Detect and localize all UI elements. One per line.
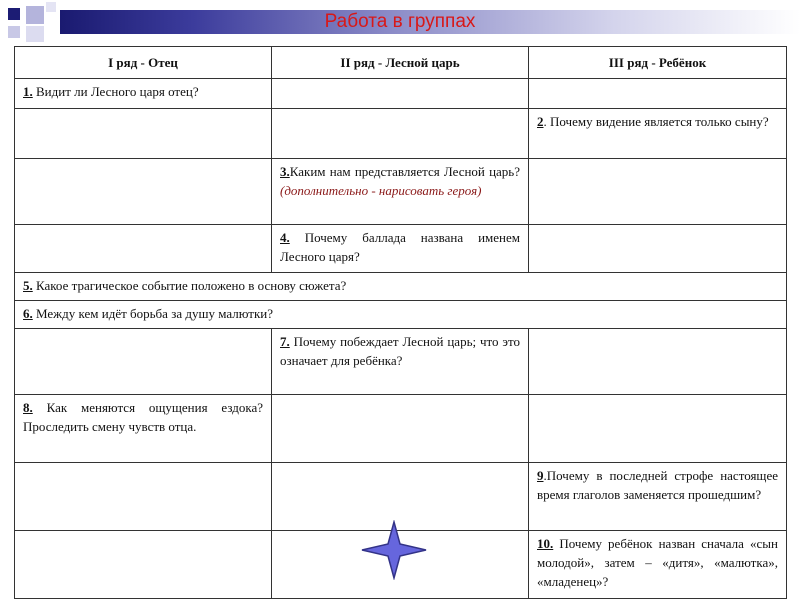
table-row bbox=[15, 301, 787, 329]
table-row bbox=[15, 79, 787, 109]
question-6 bbox=[15, 301, 787, 329]
column-header-forest-king: II ряд - Лесной царь bbox=[272, 47, 529, 79]
empty-cell bbox=[272, 395, 529, 463]
question-text: Между кем идёт борьба за душу малютки? bbox=[32, 306, 273, 321]
table-row bbox=[15, 329, 787, 395]
empty-cell bbox=[15, 225, 272, 273]
question-text: Как меняются ощущения ездока? Проследить смену чувств отца. bbox=[23, 400, 263, 434]
empty-cell bbox=[272, 79, 529, 109]
page-title: Работа в группах bbox=[324, 11, 476, 32]
question-number: 2 bbox=[537, 114, 544, 129]
star-shape bbox=[362, 522, 426, 578]
empty-cell bbox=[529, 79, 787, 109]
question-text: Какое трагическое событие положено в основу сюжета? bbox=[32, 278, 347, 293]
question-number: 1. bbox=[23, 84, 33, 99]
question-text: Каким нам представляется Лесной царь? bbox=[289, 164, 520, 179]
column-header-father: I ряд - Отец bbox=[15, 47, 272, 79]
question-number: 5. bbox=[23, 278, 33, 293]
empty-cell bbox=[15, 109, 272, 159]
empty-cell bbox=[15, 531, 272, 599]
empty-cell bbox=[15, 463, 272, 531]
question-number: 6. bbox=[23, 306, 33, 321]
empty-cell bbox=[272, 109, 529, 159]
groups-table bbox=[14, 46, 787, 599]
question-8 bbox=[15, 395, 272, 463]
question-number: 10. bbox=[537, 536, 554, 551]
question-1 bbox=[15, 79, 272, 109]
question-number: 8. bbox=[23, 400, 33, 415]
question-4 bbox=[272, 225, 529, 273]
empty-cell bbox=[15, 329, 272, 395]
empty-cell bbox=[529, 395, 787, 463]
question-note: (дополнительно - нарисовать героя) bbox=[280, 183, 482, 198]
question-5 bbox=[15, 273, 787, 301]
empty-cell bbox=[529, 225, 787, 273]
question-text: Почему ребёнок назван сначала «сын молодой», затем – «дитя», «малютка», «младенец»? bbox=[537, 536, 778, 589]
star-icon bbox=[360, 520, 428, 580]
column-header-child: III ряд - Ребёнок bbox=[529, 47, 787, 79]
empty-cell bbox=[529, 329, 787, 395]
table-row bbox=[15, 273, 787, 301]
table-header-row bbox=[15, 47, 787, 79]
question-number: 4. bbox=[280, 230, 290, 245]
table-row bbox=[15, 159, 787, 225]
question-text: . Почему видение является только сыну? bbox=[543, 114, 769, 129]
question-text: .Почему в последней строфе настоящее время глаголов заменяется прошедшим? bbox=[537, 468, 778, 502]
table-row bbox=[15, 109, 787, 159]
question-10 bbox=[529, 531, 787, 599]
question-text: Видит ли Лесного царя отец? bbox=[32, 84, 199, 99]
question-number: 7. bbox=[280, 334, 290, 349]
question-2 bbox=[529, 109, 787, 159]
question-7 bbox=[272, 329, 529, 395]
question-text: Почему баллада названа именем Лесного царя? bbox=[280, 230, 520, 264]
question-number: 3. bbox=[280, 164, 290, 179]
question-3 bbox=[272, 159, 529, 225]
table-row bbox=[15, 225, 787, 273]
table-row bbox=[15, 395, 787, 463]
question-number: 9 bbox=[537, 468, 544, 483]
empty-cell bbox=[15, 159, 272, 225]
question-9 bbox=[529, 463, 787, 531]
empty-cell bbox=[529, 159, 787, 225]
question-text: Почему побеждает Лесной царь; что это означает для ребёнка? bbox=[280, 334, 520, 368]
